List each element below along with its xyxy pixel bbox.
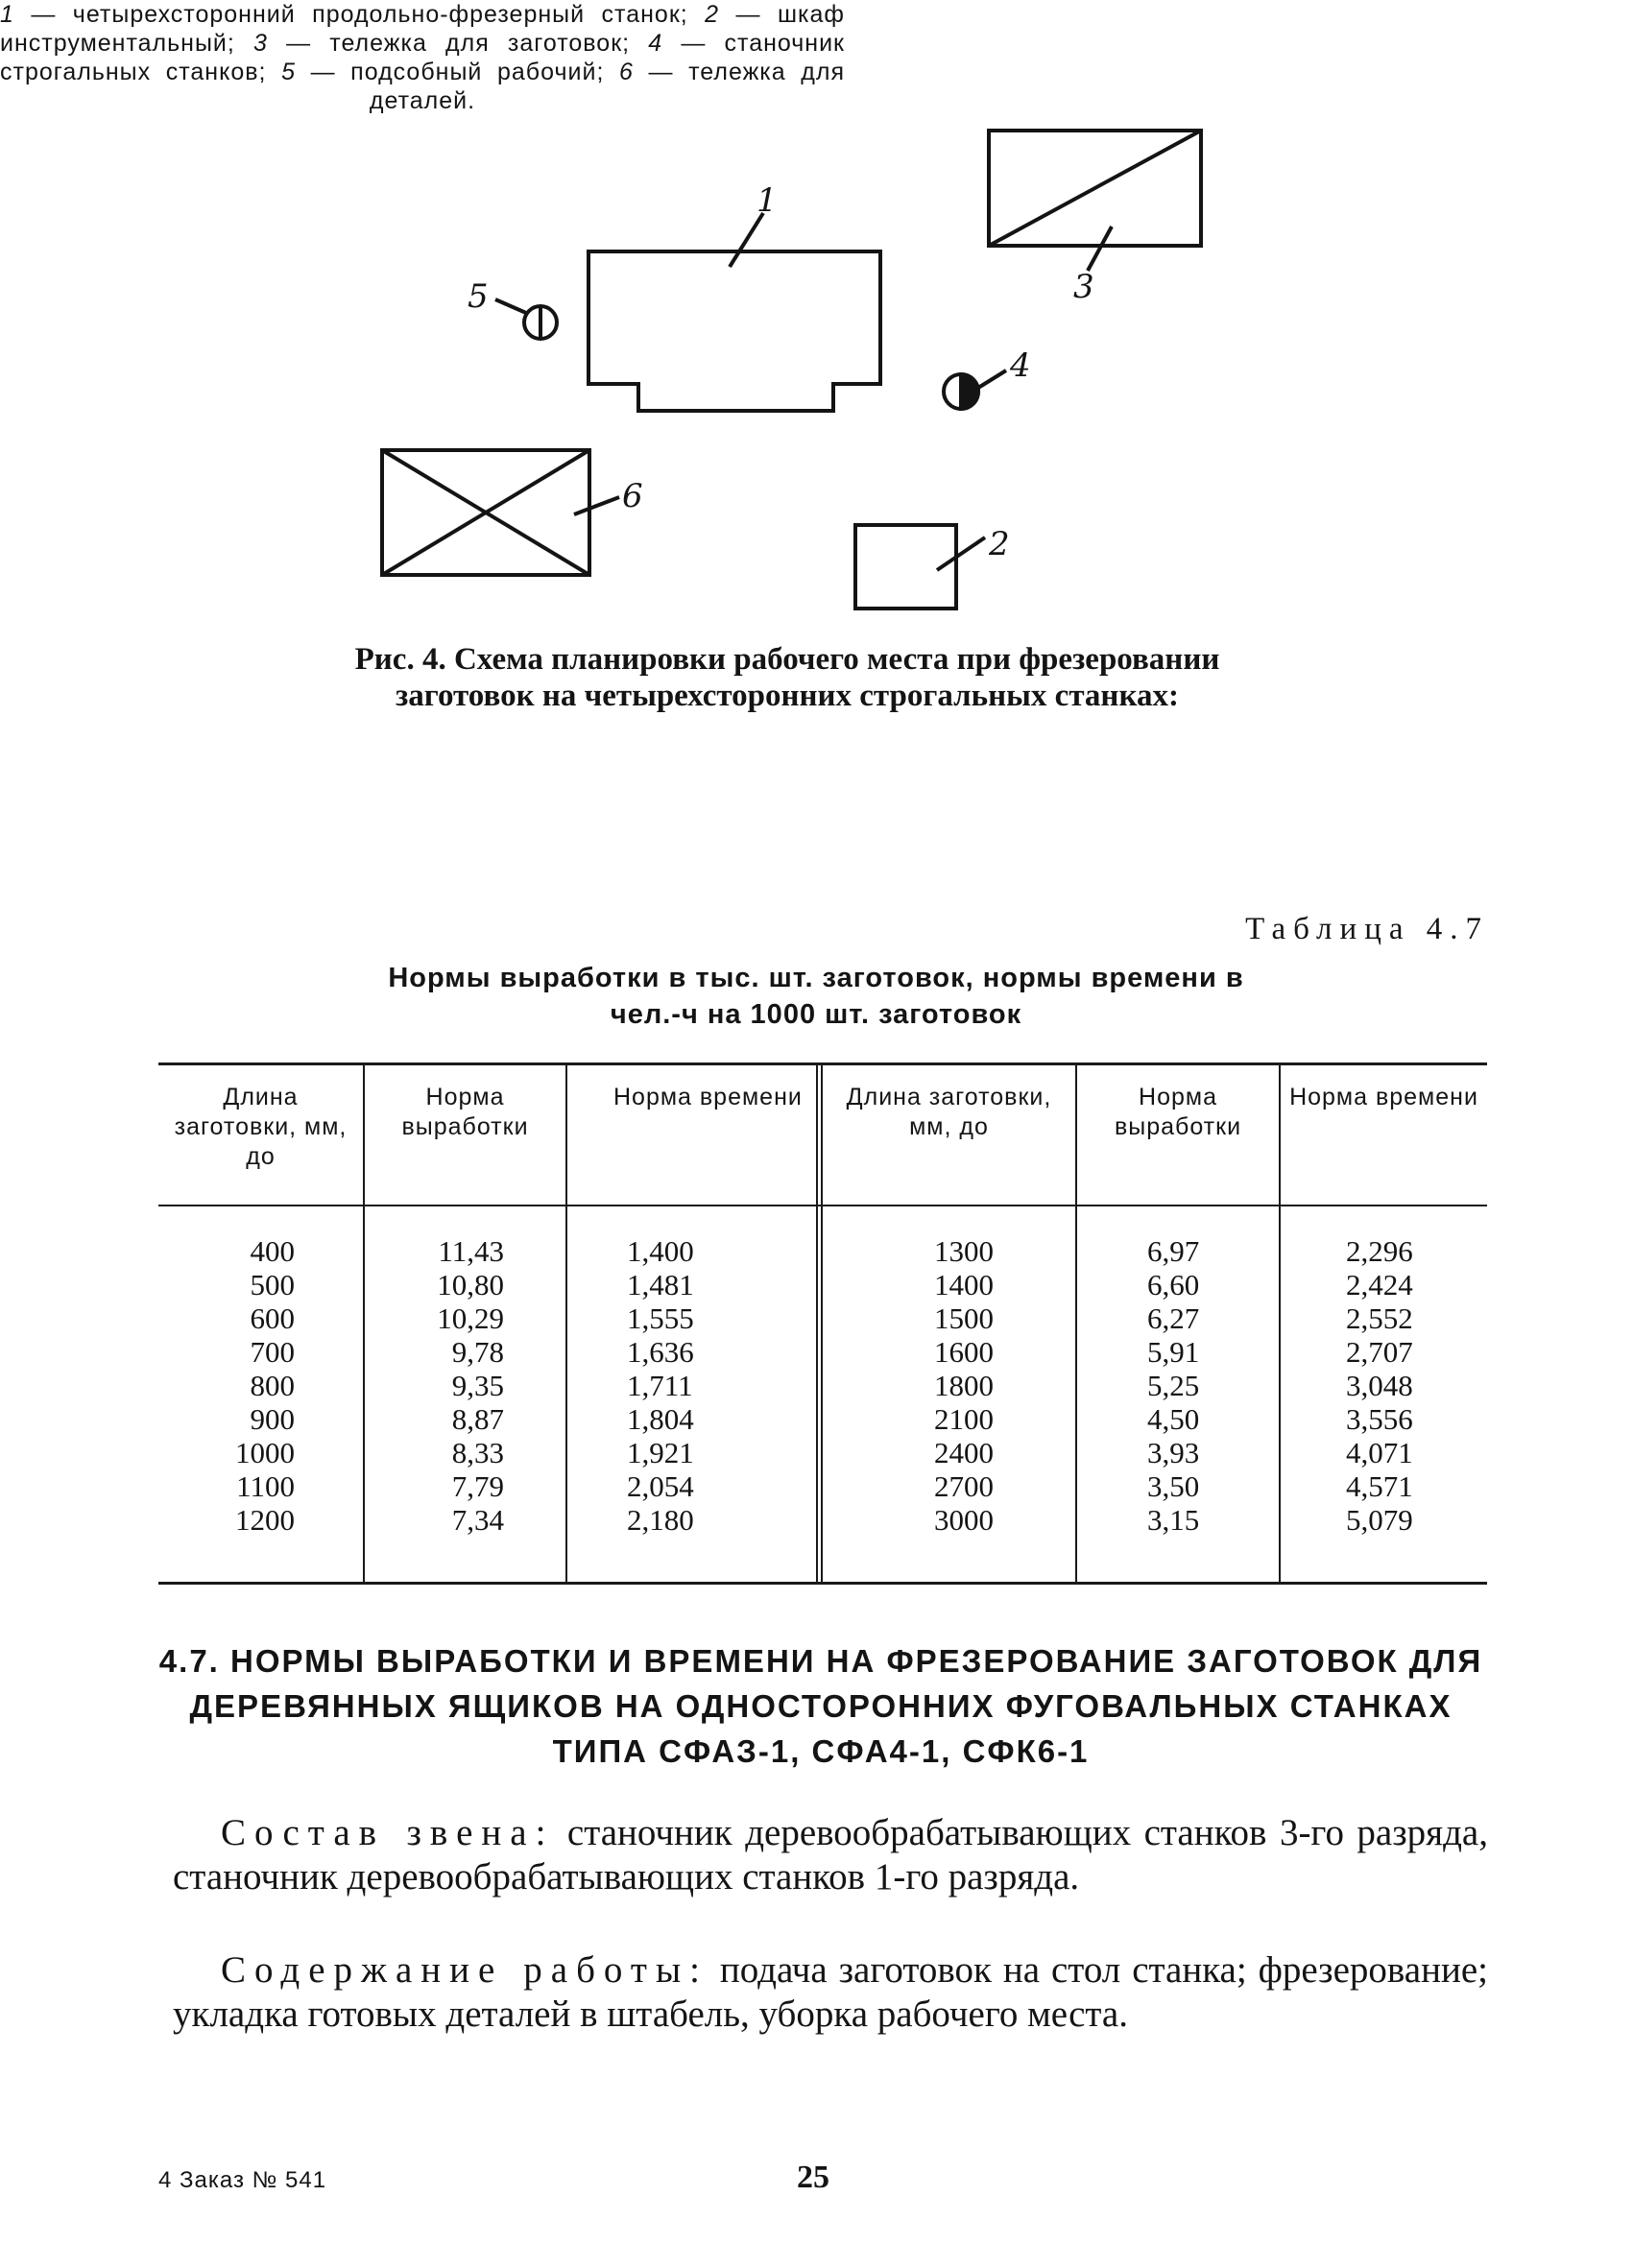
footer-order-note: 4 Заказ № 541 [158,2167,327,2193]
page-number: 25 [797,2160,829,2195]
work-content-label: Содержание работы: [221,1949,708,1991]
legend-num: 5 [281,59,296,85]
table-cell: 3,048 [1346,1369,1413,1402]
table-cell: 4,071 [1346,1436,1413,1469]
label-4: 4 [1010,346,1031,385]
table-cell: 5,25 [1147,1369,1200,1402]
table-cell: 1200 [235,1503,295,1537]
column-length [235,1234,295,1537]
table-title: Нормы выработки в тыс. шт. заготовок, нормы времени в чел.-ч на 1000 шт. заготовок [388,963,1244,1030]
table-cell: 800 [250,1369,295,1402]
header-time-norm: Норма времени [613,1084,803,1110]
label-leader-1 [730,213,763,267]
column-time-norm [1346,1234,1413,1537]
table-cell: 3,15 [1147,1503,1200,1537]
table-cell: 5,079 [1346,1503,1413,1537]
crew-composition-paragraph [173,1811,1488,1899]
column-divider [363,1065,365,1582]
column-time-norm [627,1234,694,1537]
legend-text: — тележка для деталей. [369,59,845,114]
table-cell: 6,27 [1147,1301,1200,1335]
table-cell: 10,80 [437,1268,504,1301]
header-rule [158,1205,1487,1206]
legend-num: 6 [619,59,634,85]
table-cell: 2700 [934,1469,994,1503]
legend-num: 2 [705,1,720,28]
table-cell: 6,97 [1147,1234,1200,1268]
legend-text: — тележка для заготовок; [267,30,649,57]
table-cell: 1500 [934,1301,994,1335]
figure-caption-title: Рис. 4. Схема планировки рабочего места при фрезеровании заготовок на четырехсторонних строгальных станках: [354,642,1220,713]
work-content-paragraph [173,1948,1488,2037]
header-time-norm: Норма времени [1289,1084,1478,1110]
table-cell: 400 [250,1234,295,1268]
label-1: 1 [756,181,778,220]
table-cell: 9,78 [451,1335,504,1369]
table-cell: 900 [250,1402,295,1436]
table-cell: 1,921 [627,1436,694,1469]
table-cell: 600 [250,1301,295,1335]
table-cell: 5,91 [1147,1335,1200,1369]
table-cell: 1600 [934,1335,994,1369]
machine-outline [588,251,880,411]
work-content-text: подача заготовок на стол станка; фрезерование; укладка готовых деталей в штабель, уборка рабочего места. [173,1949,1488,2035]
legend-text: — шкаф инструментальный; [0,1,845,57]
table-cell: 1100 [236,1469,295,1503]
label-6: 6 [622,477,643,515]
table-cell: 6,60 [1147,1268,1200,1301]
table-cell: 7,79 [451,1469,504,1503]
section-heading: 4.7. НОРМЫ ВЫРАБОТКИ И ВРЕМЕНИ НА ФРЕЗЕРОВАНИЕ ЗАГОТОВОК ДЛЯ ДЕРЕВЯННЫХ ЯЩИКОВ НА ОДНОСТОРОННИХ ФУГОВАЛЬНЫХ СТАНКАХ ТИПА СФАЗ-1, СФА4-1, СФК6-1 [158,1643,1483,1769]
workplace-layout-diagram [0,0,1633,653]
label-5: 5 [468,277,489,316]
table-cell: 9,35 [451,1369,504,1402]
label-leader-4 [978,370,1006,388]
table-cell: 1,400 [627,1234,694,1268]
table-cell: 4,571 [1346,1469,1413,1503]
table-cell: 2100 [934,1402,994,1436]
column-length [934,1234,994,1537]
operator-symbol-fill [961,374,978,409]
table-cell: 7,34 [451,1503,504,1537]
header-output-norm: Норма выработки [401,1084,529,1140]
legend-text: — четырехсторонний продольно-фрезерный станок; [13,1,706,28]
table-number: Таблица 4.7 [1245,912,1489,946]
column-divider-double [816,1065,823,1582]
table-cell: 1000 [235,1436,295,1469]
table-cell: 1,555 [627,1301,694,1335]
table-cell: 10,29 [437,1301,504,1335]
table-cell: 1800 [934,1369,994,1402]
label-2: 2 [989,525,1010,563]
norms-table [158,1062,1487,1585]
table-cell: 3,93 [1147,1436,1200,1469]
label-leader-6 [574,497,619,514]
table-cell: 1,804 [627,1402,694,1436]
table-cell: 4,50 [1147,1402,1200,1436]
crew-composition-text: станочник деревообрабатывающих станков 3-го разряда, станочник деревообрабатывающих станков 1-го разряда. [173,1812,1488,1898]
legend-num: 3 [253,30,268,57]
table-cell: 3,556 [1346,1402,1413,1436]
table-cell: 3000 [934,1503,994,1537]
column-divider [1075,1065,1077,1582]
crew-composition-label: Состав звена: [221,1812,555,1853]
column-output-norm [1147,1234,1199,1537]
column-divider [1279,1065,1281,1582]
table-cell: 700 [250,1335,295,1369]
table-cell: 1300 [934,1234,994,1268]
table-cell: 11,43 [438,1234,504,1268]
header-length: Длина заготовки, мм, до [846,1084,1052,1140]
header-length: Длина заготовки, мм, до [174,1084,348,1170]
table-cell: 2400 [934,1436,994,1469]
table-cell: 500 [250,1268,295,1301]
blank-cart-diagonal [989,131,1201,246]
table-cell: 1,636 [627,1335,694,1369]
column-output-norm [406,1234,504,1537]
table-cell: 2,424 [1346,1268,1413,1301]
table-cell: 1,481 [627,1268,694,1301]
table-cell: 2,552 [1346,1301,1413,1335]
legend-text: — подсобный рабочий; [295,59,619,85]
table-cell: 1400 [934,1268,994,1301]
table-cell: 2,707 [1346,1335,1413,1369]
table-cell: 2,180 [627,1503,694,1537]
label-3: 3 [1073,268,1094,306]
table-cell: 8,87 [451,1402,504,1436]
table-cell: 3,50 [1147,1469,1200,1503]
header-output-norm: Норма выработки [1114,1084,1242,1140]
table-cell: 2,296 [1346,1234,1413,1268]
column-divider [565,1065,567,1582]
label-leader-2 [937,537,985,570]
table-cell: 1,711 [627,1369,693,1402]
table-cell: 8,33 [451,1436,504,1469]
label-leader-5 [495,299,526,313]
legend-text: — станочник строгальных станков; [0,30,845,85]
legend-num: 1 [0,1,14,28]
legend-num: 4 [648,30,663,57]
label-leader-3 [1088,227,1112,271]
table-cell: 2,054 [627,1469,694,1503]
